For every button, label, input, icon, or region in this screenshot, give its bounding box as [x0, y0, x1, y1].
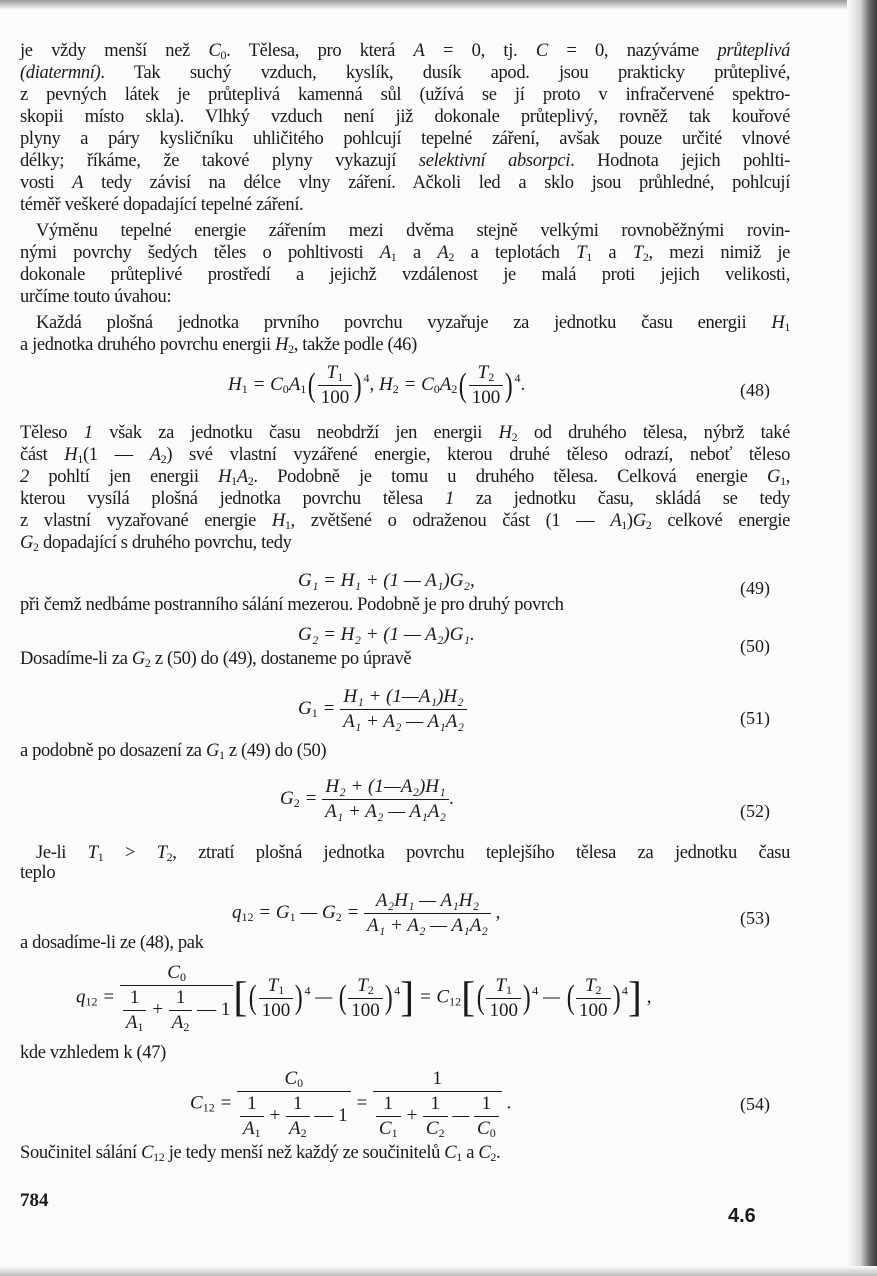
text-line: a jednotka druhého povrchu energii $H_2$, takže podle (46)	[20, 335, 417, 356]
equation-number: (49)	[740, 578, 770, 598]
book-spine-shadow	[847, 0, 877, 1276]
equation-number: (54)	[740, 1094, 770, 1114]
text-line: a podobně po dosazení za $G_1$ z (49) do (50)	[20, 741, 327, 762]
text-line: Je-li $T_1 > T_2$, ztratí plošná jednotka povrchu teplejšího tělesa za jednotku času	[36, 843, 790, 864]
equation-50: G₂ = H₂ + (1 — A₂)G₁.	[298, 624, 475, 645]
text-line: teplo	[20, 863, 56, 883]
text-line: nými povrchy šedých těles o pohltivosti $A_1$ a $A_2$ a teplotách $T_1$ a $T_2$, mezi nimiž je	[20, 243, 791, 264]
text-line: dokonale průteplivé prostředí a jejichž vzdálenost je malá proti jejich velikosti,	[20, 265, 790, 285]
text-line: je vždy menší než $C_0$. Tělesa, pro která A = 0, tj. C = 0, nazýváme průteplivá	[20, 41, 790, 62]
text-line: Součinitel sálání $C_{12}$ je tedy menší než každý ze součinitelů $C_1$ a $C_2$.	[20, 1143, 501, 1164]
text-line: Dosadíme-li za $G_2$ z (50) do (49), dostaneme po úpravě	[20, 649, 412, 670]
page-top-edge	[0, 0, 877, 10]
equation-51: $G_1$ = $\frac{\text{H₁ + (1—A₁)H₂}}{\text{A₁ + A₂ — A₁A₂}}$	[298, 686, 467, 733]
text-line: 2 pohltí jen energii $H_1A_2$. Podobně je tomu u druhého tělesa. Celková energie $G_1$,	[20, 467, 790, 488]
text-line: plyny a páry kysličníku uhličitého pohlcují tepelné záření, avšak pouze určité vlnové	[20, 129, 790, 149]
text-line: délky; říkáme, že takové plyny vykazují selektivní absorpci. Hodnota jejich pohlti-	[20, 151, 790, 171]
equation-number: (53)	[740, 908, 770, 928]
text-line: $G_2$ dopadající s druhého povrchu, tedy	[20, 533, 292, 554]
page-number: 784	[20, 1190, 49, 1211]
equation-number: (51)	[740, 708, 770, 728]
text-line: Každá plošná jednotka prvního povrchu vyzařuje za jednotku času energii $H_1$	[36, 313, 790, 334]
text-line: skopii místo skla). Vlhký vzduch není již dokonale průteplivý, rovněž tak kouřové	[20, 107, 790, 127]
text-line: z pevných látek je průteplivá kamenná sůl (užívá se jí proto v infračervené spektro-	[20, 85, 790, 105]
text-line: kterou vysílá plošná jednotka povrchu tělesa 1 za jednotku času, skládá se tedy	[20, 489, 790, 509]
equation-54: $C_{12}$ = $C_0$ $\frac{1}{A_1}$ + $\frac{1}{A_2}$ — 1 = 1 $\frac{1}{C_1}$ + $\frac{1}{C_2}$ — $\frac{1}{C_0}$ .	[190, 1068, 512, 1140]
text-line: určíme touto úvahou:	[20, 287, 172, 307]
text-line: kde vzhledem k (47)	[20, 1043, 166, 1063]
equation-number: (52)	[740, 801, 770, 821]
equation-52: $G_2$ = $\frac{\text{H₂ + (1—A₂)H₁}}{\text{A₁ + A₂ — A₁A₂}}$ .	[280, 776, 454, 822]
page-bottom-edge	[0, 1266, 877, 1276]
equation-49: G₁ = H₁ + (1 — A₁)G₂,	[298, 570, 475, 591]
equation-number: (50)	[740, 636, 770, 656]
text-line: téměř veškeré dopadající tepelné záření.	[20, 195, 304, 215]
text-line: Těleso 1 však za jednotku času neobdrží jen energii $H_2$ od druhého tělesa, nýbrž také	[20, 423, 790, 444]
text-line: a dosadíme-li ze (48), pak	[20, 933, 204, 953]
equation-48: $H_1 = C_0A_1$( $\frac{T_1}{100}$ ) $^4$, $H_2 = C_0A_2$( $\frac{T_2}{100}$ ) $^4$.	[228, 362, 526, 408]
text-line: (diatermní). Tak suchý vzduch, kyslík, dusík apod. jsou prakticky průteplivé,	[20, 63, 790, 83]
text-line: při čemž nedbáme postranního sálání mezerou. Podobně je pro druhý povrch	[20, 595, 564, 615]
text-line: část $H_1(1$ — $A_2$) své vlastní vyzářené energie, kterou druhé těleso odrazí, neboť těleso	[20, 445, 790, 466]
section-marker: 4.6	[728, 1205, 756, 1227]
text-line: Výměnu tepelné energie zářením mezi dvěma stejně velkými rovnoběžnými rovin-	[36, 221, 790, 241]
equation-number: (48)	[740, 380, 770, 400]
text-line: vosti A tedy závisí na délce vlny záření. Ačkoli led a sklo jsou průhledné, pohlcují	[20, 173, 790, 193]
text-line: z vlastní vyzařované energie $H_1$, zvětšené o odraženou část (1 — $A_1)G_2$ celkové energie	[20, 511, 791, 532]
equation-q12-expanded: $q_{12}$ = $C_0$ $\frac{1}{A_1}$ + $\frac{1}{A_2}$ — 1 [( $\frac{T_1}{100}$ ) $^4$ — ( $\frac{T_2}{100}$ ) $^4] = C_{12}$[( $\frac{T_1}{100}$ ) $^4$ — ( $\frac{T_2}{100}$ ) $^4$] ,	[76, 962, 652, 1034]
equation-53: $q_{12} = G_1$ — $G_2$ = $\frac{\text{A₂H₁ — A₁H₂}}{\text{A₁ + A₂ — A₁A₂}}$ ,	[232, 890, 501, 936]
